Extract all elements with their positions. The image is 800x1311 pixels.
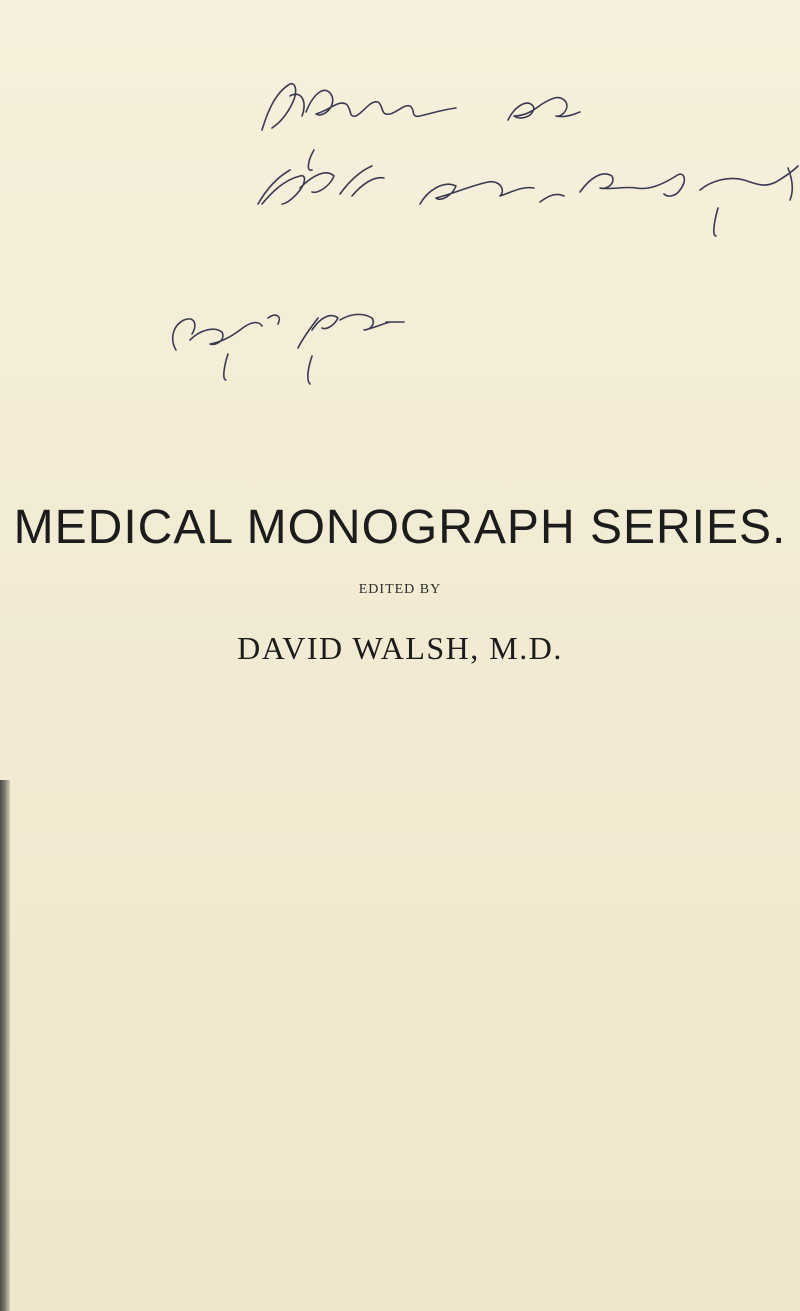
editor-name: DAVID WALSH, M.D. <box>237 630 563 666</box>
handwriting-line-1 <box>262 84 580 170</box>
handwriting-line-3 <box>173 314 404 384</box>
handwritten-inscription <box>0 0 800 420</box>
binding-edge <box>0 780 10 1311</box>
edited-by-label: EDITED BY <box>358 582 442 597</box>
handwriting-drawing <box>0 0 800 420</box>
handwriting-line-2 <box>258 166 798 236</box>
series-title: MEDICAL MONOGRAPH SERIES. <box>13 501 787 554</box>
